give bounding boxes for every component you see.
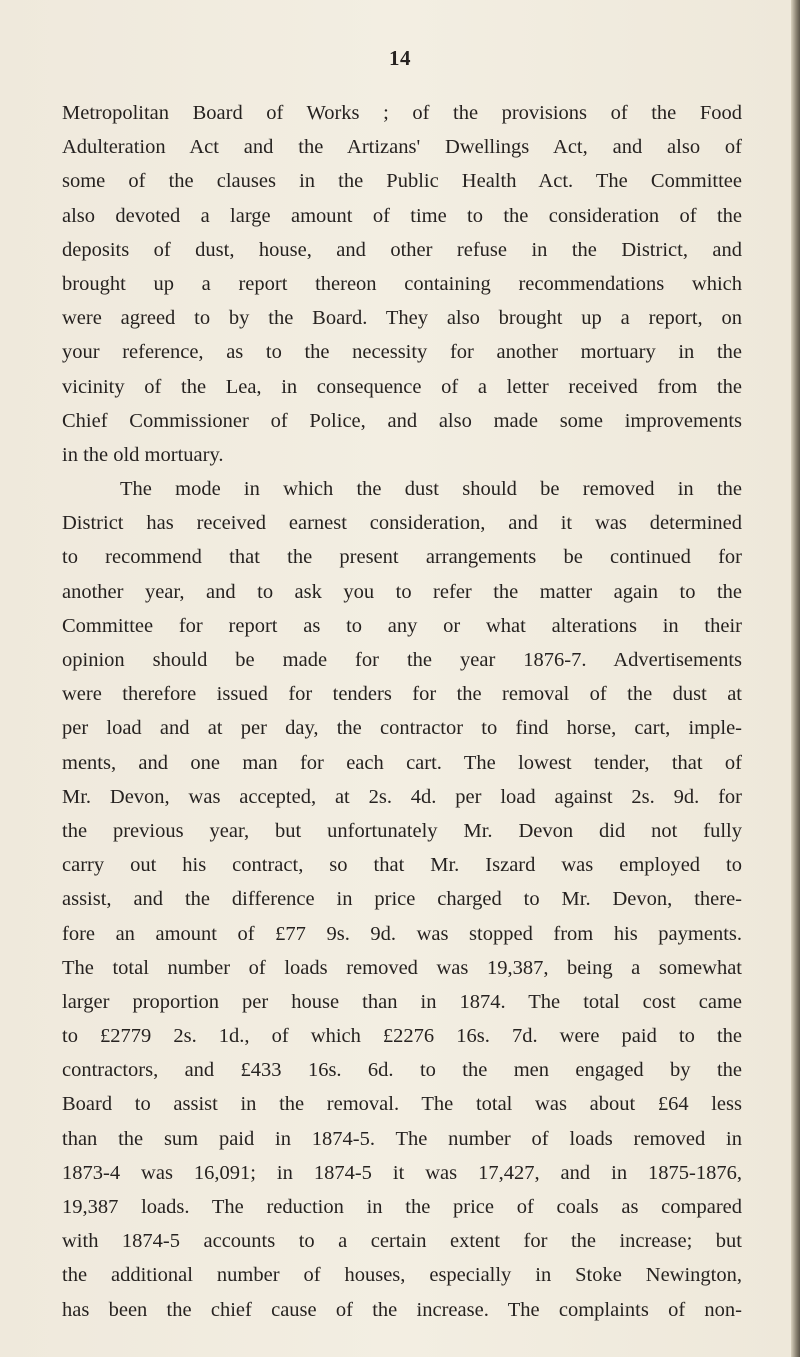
text-line: has been the chief cause of the increase. The complaints of non-: [62, 1298, 742, 1321]
text-line: Committee for report as to any or what alterations in their: [62, 614, 742, 637]
paragraph-start-line: The mode in which the dust should be removed in the: [120, 478, 742, 501]
text-line: larger proportion per house than in 1874. The total cost came: [62, 990, 742, 1013]
text-line: vicinity of the Lea, in consequence of a letter received from the: [62, 375, 742, 398]
text-line: brought up a report thereon containing recommendations which: [62, 272, 742, 295]
text-line: the previous year, but unfortunately Mr. Devon did not fully: [62, 819, 742, 842]
text-line: your reference, as to the necessity for another mortuary in the: [62, 341, 742, 364]
text-line: some of the clauses in the Public Health Act. The Committee: [62, 170, 742, 193]
text-line: ments, and one man for each cart. The lowest tender, that of: [62, 751, 742, 774]
text-line: 19,387 loads. The reduction in the price of coals as compared: [62, 1196, 742, 1218]
text-line: another year, and to ask you to refer the matter again to the: [62, 580, 742, 603]
text-line: per load and at per day, the contractor to find horse, cart, imple-: [62, 717, 742, 740]
text-line: contractors, and £433 16s. 6d. to the men engaged by the: [62, 1059, 742, 1082]
body-text: [62, 96, 742, 1327]
text-line: fore an amount of £77 9s. 9d. was stopped from his payments.: [62, 922, 742, 945]
text-line: to £2779 2s. 1d., of which £2276 16s. 7d. were paid to the: [62, 1025, 742, 1048]
page-number: 14: [389, 46, 411, 70]
text-line: Metropolitan Board of Works ; of the provisions of the Food: [62, 102, 742, 124]
text-line: Mr. Devon, was accepted, at 2s. 4d. per load against 2s. 9d. for: [62, 785, 742, 808]
text-line: were therefore issued for tenders for the removal of the dust at: [62, 683, 742, 706]
text-line: with 1874-5 accounts to a certain extent for the increase; but: [62, 1230, 742, 1253]
text-line: were agreed to by the Board. They also brought up a report, on: [62, 307, 742, 330]
text-line: to recommend that the present arrangements be continued for: [62, 546, 742, 569]
text-line: also devoted a large amount of time to the consideration of the: [62, 204, 742, 227]
text-line: District has received earnest consideration, and it was determined: [62, 512, 742, 535]
page-edge-shadow: [791, 0, 800, 1357]
text-line: opinion should be made for the year 1876-7. Advertisements: [62, 649, 742, 671]
text-line: in the old mortuary.: [62, 443, 224, 466]
text-line: the additional number of houses, especially in Stoke Newington,: [62, 1264, 742, 1287]
text-line: Adulteration Act and the Artizans' Dwellings Act, and also of: [62, 136, 742, 159]
text-line: Chief Commissioner of Police, and also made some improvements: [62, 409, 742, 432]
text-line: The total number of loads removed was 19,387, being a somewhat: [62, 956, 742, 979]
text-line: Board to assist in the removal. The total was about £64 less: [62, 1093, 742, 1116]
text-line: than the sum paid in 1874-5. The number of loads removed in: [62, 1127, 742, 1150]
text-line: carry out his contract, so that Mr. Iszard was employed to: [62, 854, 742, 877]
text-line: 1873-4 was 16,091; in 1874-5 it was 17,427, and in 1875-1876,: [62, 1161, 742, 1184]
text-line: deposits of dust, house, and other refuse in the District, and: [62, 238, 742, 261]
text-line: assist, and the difference in price charged to Mr. Devon, there-: [62, 888, 742, 911]
